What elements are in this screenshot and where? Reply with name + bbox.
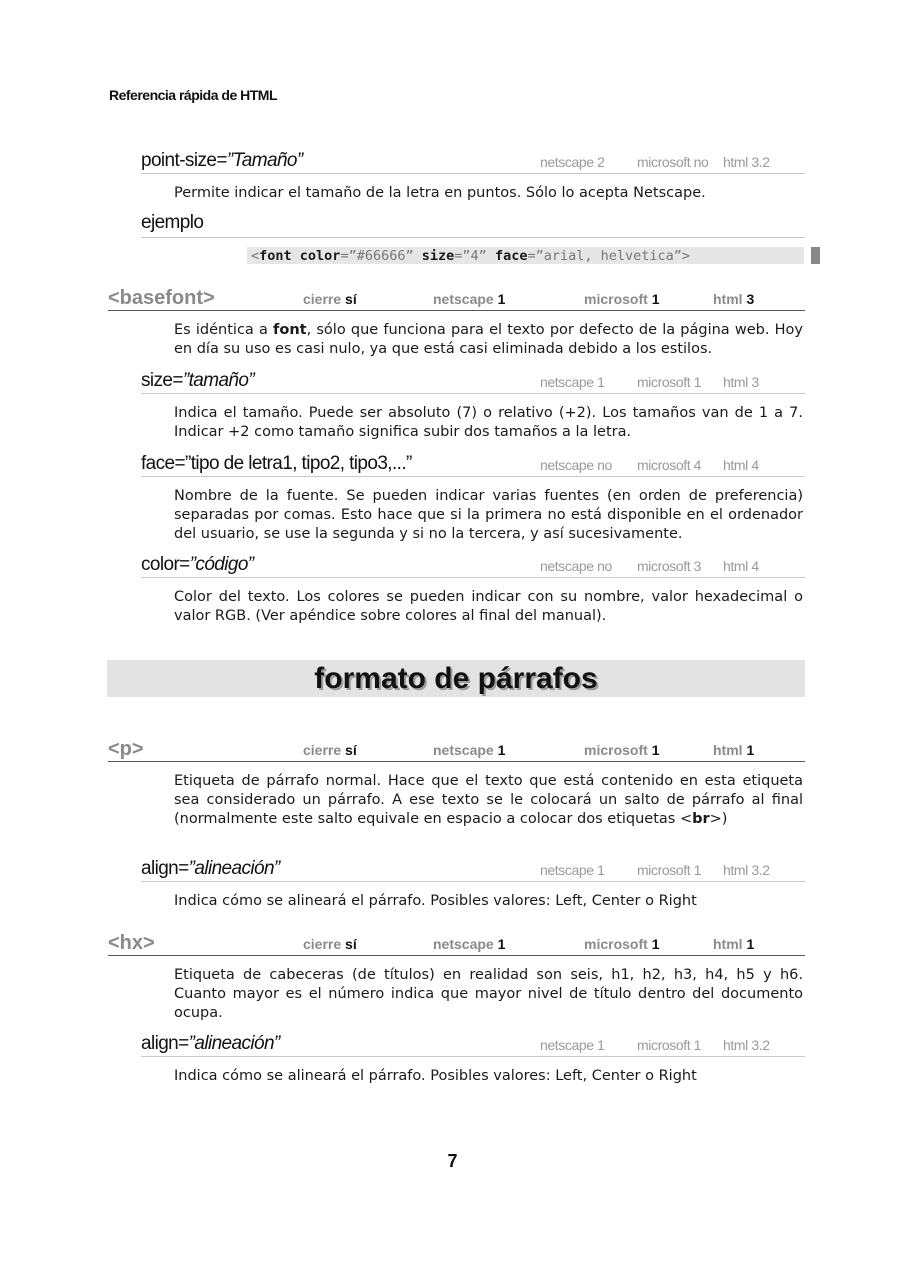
compat-netscape: netscape 1 [540,862,605,878]
compat-html: html 3.2 [723,154,770,170]
attr-name: size=”tamaño” [141,370,255,391]
compat-cierre: cierre sí [303,291,357,307]
compat-html: html 3 [723,374,759,390]
compat-microsoft: microsoft 1 [637,374,702,390]
desc-size: Indica el tamaño. Puede ser absoluto (7) o relativo (+2). Los tamaños van de 1 a 7. Indicar +2 como tamaño significa subir dos tamaños a la letra. [174,405,803,440]
compat-html: html 1 [713,936,755,952]
compat-netscape: netscape 1 [433,291,506,307]
tag-row-hx [108,931,805,956]
tag-row-basefont [108,286,805,311]
compat-microsoft: microsoft no [637,154,709,170]
compat-html: html 3.2 [723,862,770,878]
compat-netscape: netscape 1 [433,936,506,952]
compat-microsoft: microsoft 3 [637,558,702,574]
compat-html: html 1 [713,742,755,758]
compat-html: html 3.2 [723,1037,770,1053]
page-number: 7 [447,1151,458,1171]
compat-html: html 4 [723,558,759,574]
desc-p-align: Indica cómo se alineará el párrafo. Posibles valores: Left, Center o Right [174,893,697,909]
compat-netscape: netscape 1 [433,742,506,758]
compat-cierre: cierre sí [303,742,357,758]
attr-row-hx-align [141,1032,805,1057]
attr-row-point-size [141,149,805,174]
code-example: <font color=”#66666” size=”4” face=”arial, helvetica”> [251,248,691,264]
compat-microsoft: microsoft 1 [584,291,660,307]
desc-hx-align: Indica cómo se alineará el párrafo. Posibles valores: Left, Center o Right [174,1068,697,1084]
attr-row-size [141,369,805,394]
attr-row-color [141,553,805,578]
tag-name: <hx> [108,932,155,954]
compat-html: html 3 [713,291,755,307]
compat-microsoft: microsoft 4 [637,457,702,473]
desc-p: Etiqueta de párrafo normal. Hace que el texto que está contenido en esta etiqueta sea considerado un párrafo. A ese texto se le colocará un salto de párrafo al final (normalmente este salto equivale en espacio a colocar dos etiquetas <br>) [174,773,803,827]
attr-row-face [141,452,805,477]
code-scroll-marker [811,247,820,264]
attr-name: face=”tipo de letra1, tipo2, tipo3,...” [141,453,412,474]
attr-name: point-size=”Tamaño” [141,150,303,171]
desc-face: Nombre de la fuente. Se pueden indicar varias fuentes (en orden de preferencia) separadas por comas. Esto hace que si la primera no está disponible en el ordenador del usuario, se use la segunda y si no la tercera, y así sucesivamente. [174,488,803,542]
tag-name: <basefont> [108,287,215,309]
attr-name: align=”alineación” [141,858,280,879]
tag-name: <p> [108,738,144,760]
attr-name: align=”alineación” [141,1033,280,1054]
attr-row-p-align [141,857,805,882]
compat-microsoft: microsoft 1 [637,1037,702,1053]
compat-netscape: netscape 1 [540,374,605,390]
compat-netscape: netscape no [540,558,612,574]
running-header: Referencia rápida de HTML [109,87,277,103]
tag-row-p [108,737,805,762]
compat-html: html 4 [723,457,759,473]
attr-name: color=”código” [141,554,254,575]
compat-microsoft: microsoft 1 [637,862,702,878]
compat-netscape: netscape 2 [540,154,605,170]
section-title: formato de párrafos [314,662,598,695]
compat-cierre: cierre sí [303,936,357,952]
example-heading: ejemplo [141,212,204,233]
compat-microsoft: microsoft 1 [584,742,660,758]
compat-netscape: netscape 1 [540,1037,605,1053]
desc-basefont: Es idéntica a font, sólo que funciona para el texto por defecto de la página web. Hoy en día su uso es casi nulo, ya que está casi eliminada debido a los estilos. [174,322,803,357]
compat-microsoft: microsoft 1 [584,936,660,952]
desc-color: Color del texto. Los colores se pueden indicar con su nombre, valor hexadecimal o valor RGB. (Ver apéndice sobre colores al final del manual). [174,589,803,624]
desc-hx: Etiqueta de cabeceras (de títulos) en realidad son seis, h1, h2, h3, h4, h5 y h6. Cuanto mayor es el número indica que mayor nivel de título dentro del documento ocupa. [174,967,803,1021]
example-rule [141,237,805,238]
compat-netscape: netscape no [540,457,612,473]
desc-point-size: Permite indicar el tamaño de la letra en puntos. Sólo lo acepta Netscape. [174,185,706,201]
